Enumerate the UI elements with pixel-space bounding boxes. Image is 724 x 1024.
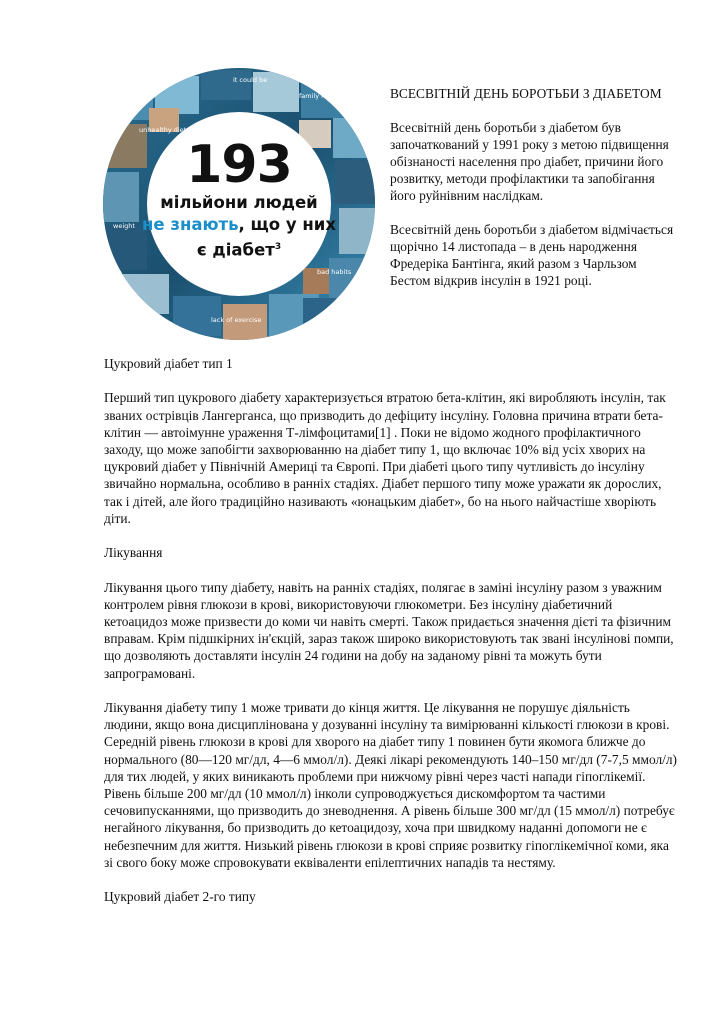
poster-line-1: мільйони людей [160,193,318,213]
poster-caption [103,68,375,340]
intro-paragraph: Всесвітній день боротьби з діабетом відмічається щорічно 14 листопада – в день народження Фредеріка Бантінга, який разом з Чарльзом Бестом відкрив інсулін в 1921 році. [390,222,674,288]
tile-caption: family history [299,92,344,100]
section-heading: Цукровий діабет 2-го типу [104,889,256,905]
poster-number: 193 [186,135,292,196]
poster-line-3-text: є діабет [196,240,275,260]
poster-superscript: 3 [274,242,282,253]
section-heading: Лікування [104,545,163,561]
poster-line-2 [142,214,336,236]
tile-caption: lack of exercise [211,316,262,324]
intro-column [390,85,680,306]
tile-caption: bad habits [317,268,352,276]
section-heading: Цукровий діабет тип 1 [104,356,233,371]
poster-highlight: не знають [142,215,239,235]
tile-caption: weight [113,222,135,230]
tile-caption: unhealthy diet [139,126,187,134]
poster-line-3 [197,236,281,262]
page-title: ВСЕСВІТНІЙ ДЕНЬ БОРОТЬБИ З ДІАБЕТОМ [390,86,662,101]
diabetes-poster-image [103,68,375,340]
intro-paragraph: Всесвітній день боротьби з діабетом був започаткований у 1991 року з метою підвищення обізнаності населення про діабет, причини його розвитку, методи профілактики та запобігання його руйнівним наслідкам. [390,120,669,203]
body-paragraph: Лікування цього типу діабету, навіть на ранніх стадіях, полягає в заміні інсуліну разом з уважним контролем рівня глюкози в крові, використовуючи глюкометри. Без інсуліну діабетичний кетоацидоз може призвести до коми чи навіть смерті. Також придається значення дієті та фізичним вправам. Крім підшкірних ін'єкцій, зараз також широко використовують так звані інсулінові помпи, що дозволяють доставляти інсулін 24 години на добу на заданому рівні та можуть бути запрограмовані. [104,579,674,681]
body-paragraph: Лікування діабету типу 1 може тривати до кінця життя. Це лікування не порушує діяльність людини, якщо вона дисциплінована у дозуванні інсуліну та вимірюванні кількості глюкози в крові. Середній рівень глюкози в крові для хворого на діабет типу 1 повинен бути якомога ближче до нормального (80—120 мг/дл, 4—6 ммол/л). Деякі лікарі рекомендують 140–150 мг/дл (7-7,5 ммол/л) для тих людей, у яких виникають проблеми при нижчому рівні через часті напади гіпоглікемії. Рівень більше 200 мг/дл (10 ммол/л) інколи супроводжується дискомфортом та частими сечовипусканнями, що призводить до зневоднення. А рівень більше 300 мг/дл (15 ммол/л) потребує негайного лікування, бо призводить до кетоацидозу, хоча при швидкому наданні допомоги не є небезпечним для життя. Низький рівень глюкози в крові сприяє розвитку гіпоглікемічної коми, яка зі свого боку може спровокувати еквіваленти епілептичних нападів та нестяму. [104,700,678,870]
main-text [104,355,679,923]
body-paragraph: Перший тип цукрового діабету характеризується втратою бета-клітин, які виробляють інсулін, так званих острівців Лангерганса, що призводить до дефіциту інсуліну. Головна причина втрати бета-клітин — автоімунне ураження Т-лімфоцитами[1] . Поки не відомо жодного профілактичного заходу, що може запобігти захворюванню на діабет типу 1, що включає 10% від усіх хворих на цукровий діабет у Північній Америці та Європі. При діабеті цього типу чутливість до інсуліну звичайно нормальна, особливо в ранніх стадіях. Діабет першого типу може уражати як дорослих, так і дітей, але його традиційно називають «юнацьким діабет», бо на нього найчастіше хворіють діти. [104,390,666,526]
poster-line-2-rest: , що у них [238,215,336,235]
tile-caption: it could be [233,76,268,84]
